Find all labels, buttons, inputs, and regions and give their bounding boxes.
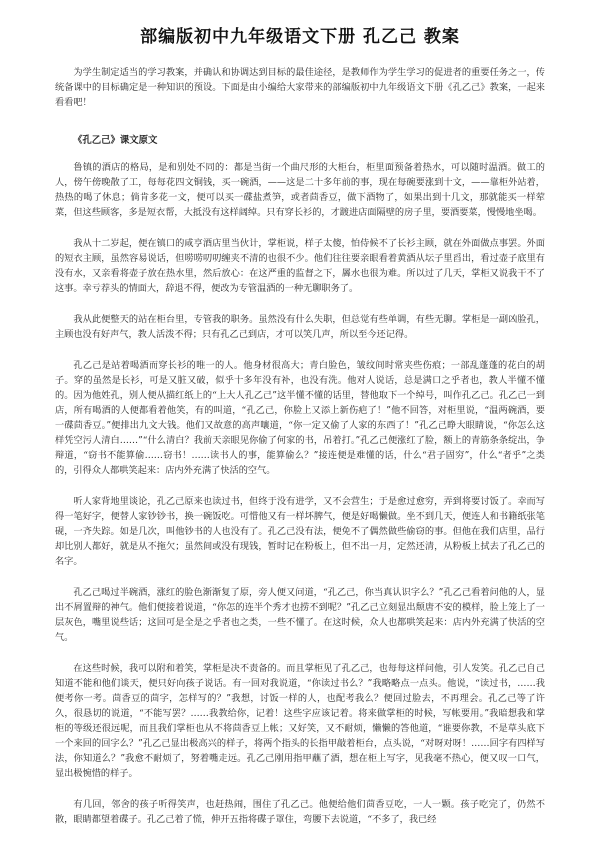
intro-paragraph: 为学生制定适当的学习教案，并确认和协调达到目标的最佳途径，是教师作为学生学习的促进者的重要任务之一，传统备课中的目标确定是一种知识的预设。下面是由小编给大家带来的部编版初中九年级语文下册《孔乙己》教案，一起来看看吧！: [55, 67, 545, 108]
body-paragraph-5: 听人家背地里谈论，孔乙己原来也读过书，但终于没有进学，又不会营生；于是愈过愈穷，弄到将要讨饭了。幸而写得一笔好字，便替人家钞钞书，换一碗饭吃。可惜他又有一样坏脾气，便是好喝懒做。坐不到几天，便连人和书籍纸张笔砚，一齐失踪。如是几次，叫他钞书的人也没有了。孔乙己没有法，便免不了偶然做些偷窃的事。但他在我们店里，品行却比别人都好，就是从不拖欠；虽然间或没有现钱，暂时记在粉板上，但不出一月，定然还清，从粉板上拭去了孔乙己的名字。: [55, 496, 545, 567]
body-paragraph-1: 鲁镇的酒店的格局，是和别处不同的：都是当街一个曲尺形的大柜台，柜里面预备着热水，可以随时温酒。做工的人，傍午傍晚散了工，每每花四文铜钱，买一碗酒，——这是二十多年前的事，现在每碗要涨到十文，——靠柜外站着，热热的喝了休息；倘肯多花一文，便可以买一碟盐煮笋，或者茴香豆，做下酒物了，如果出到十几文，那就能买一样荤菜，但这些顾客，多是短衣帮，大抵没有这样阔绰。只有穿长衫的，才踱进店面隔壁的房子里，要酒要菜，慢慢地坐喝。: [55, 162, 545, 218]
body-paragraph-6: 孔乙己喝过半碗酒，涨红的脸色渐渐复了原，旁人便又问道，“孔乙己，你当真认识字么？”孔乙己看着问他的人，显出不屑置辩的神气。他们便接着说道，“你怎的连半个秀才也捞不到呢？”孔乙己立刻显出颓唐不安的模样，脸上笼上了一层灰色，嘴里说些话；这回可是全是之乎者也之类，一些不懂了。在这时候，众人也都哄笑起来：店内外充满了快活的空气。: [55, 587, 545, 643]
body-paragraph-8: 有几回，邻舍的孩子听得笑声，也赶热闹，围住了孔乙己。他便给他们茴香豆吃，一人一颗。孩子吃完了，仍然不散，眼睛都望着碟子。孔乙己着了慌，伸开五指将碟子罩住，弯腰下去说道，“不多了，我已经: [55, 799, 545, 825]
body-paragraph-3: 我从此便整天的站在柜台里，专管我的职务。虽然没有什么失职，但总觉有些单调，有些无聊。掌柜是一副凶脸孔，主顾也没有好声气，教人活泼不得；只有孔乙己到店，才可以笑几声，所以至今还记得。: [55, 314, 545, 340]
section-heading: 《孔乙己》课文原文: [73, 135, 158, 146]
document-title: 部编版初中九年级语文下册 孔乙己 教案: [140, 27, 460, 47]
body-paragraph-7: 在这些时候，我可以附和着笑，掌柜是决不责备的。而且掌柜见了孔乙己，也每每这样问他，引人发笑。孔乙己自己知道不能和他们谈天，便只好向孩子说话。有一回对我说道，“你读过书么？”我略略点一点头。他说，“读过书，……我便考你一考。茴香豆的茴字，怎样写的？”我想，讨饭一样的人，也配考我么？便回过脸去，不再理会。孔乙己等了许久，很恳切的说道，“不能写罢？……我教给你，记着！这些字应该记着。将来做掌柜的时候，写帐要用。”我暗想我和掌柜的等级还很远呢，而且我们掌柜也从不将茴香豆上帐；又好笑，又不耐烦，懒懒的答他道，“谁要你教，不是草头底下一个来回的回字么？”孔乙己显出极高兴的样子，将两个指头的长指甲敲着柜台，点头说，“对呀对呀！……回字有四样写法，你知道么？”我愈不耐烦了，努着嘴走远。孔乙己刚用指甲蘸了酒，想在柜上写字，见我毫不热心，便又叹一口气，显出极惋惜的样子。: [55, 663, 545, 779]
body-paragraph-4: 孔乙己是站着喝酒而穿长衫的唯一的人。他身材很高大；青白脸色，皱纹间时常夹些伤痕；一部乱蓬蓬的花白的胡子。穿的虽然是长衫，可是又脏又破，似乎十多年没有补，也没有洗。他对人说话，总是满口之乎者也，教人半懂不懂的。因为他姓孔，别人便从描红纸上的“上大人孔乙己”这半懂不懂的话里，替他取下一个绰号，叫作孔乙己。孔乙己一到店，所有喝酒的人便都看着他笑，有的叫道，“孔乙己，你脸上又添上新伤疤了！”他不回答，对柜里说，“温两碗酒，要一碟茴香豆。”便排出九文大钱。他们又故意的高声嚷道，“你一定又偷了人家的东西了！”孔乙己睁大眼睛说，“你怎么这样凭空污人清白……”“什么清白？我前天亲眼见你偷了何家的书，吊着打。”孔乙己便涨红了脸，额上的青筋条条绽出，争辩道，“窃书不能算偷……窃书！……读书人的事，能算偷么？”接连便是难懂的话，什么“君子固穷”，什么“者乎”之类的，引得众人都哄笑起来：店内外充满了快活的空气。: [55, 360, 545, 476]
body-paragraph-2: 我从十二岁起，便在镇口的咸亨酒店里当伙计，掌柜说，样子太傻，怕侍候不了长衫主顾，就在外面做点事罢。外面的短衣主顾，虽然容易说话，但唠唠叨叨缠夹不清的也很不少。他们往往要亲眼看着黄酒从坛子里舀出，看过壶子底里有没有水，又亲看将壶子放在热水里，然后放心：在这严重的监督之下，羼水也很为难。所以过了几天，掌柜又说我干不了这事。幸亏荐头的情面大，辞退不得，便改为专管温酒的一种无聊职务了。: [55, 238, 545, 294]
